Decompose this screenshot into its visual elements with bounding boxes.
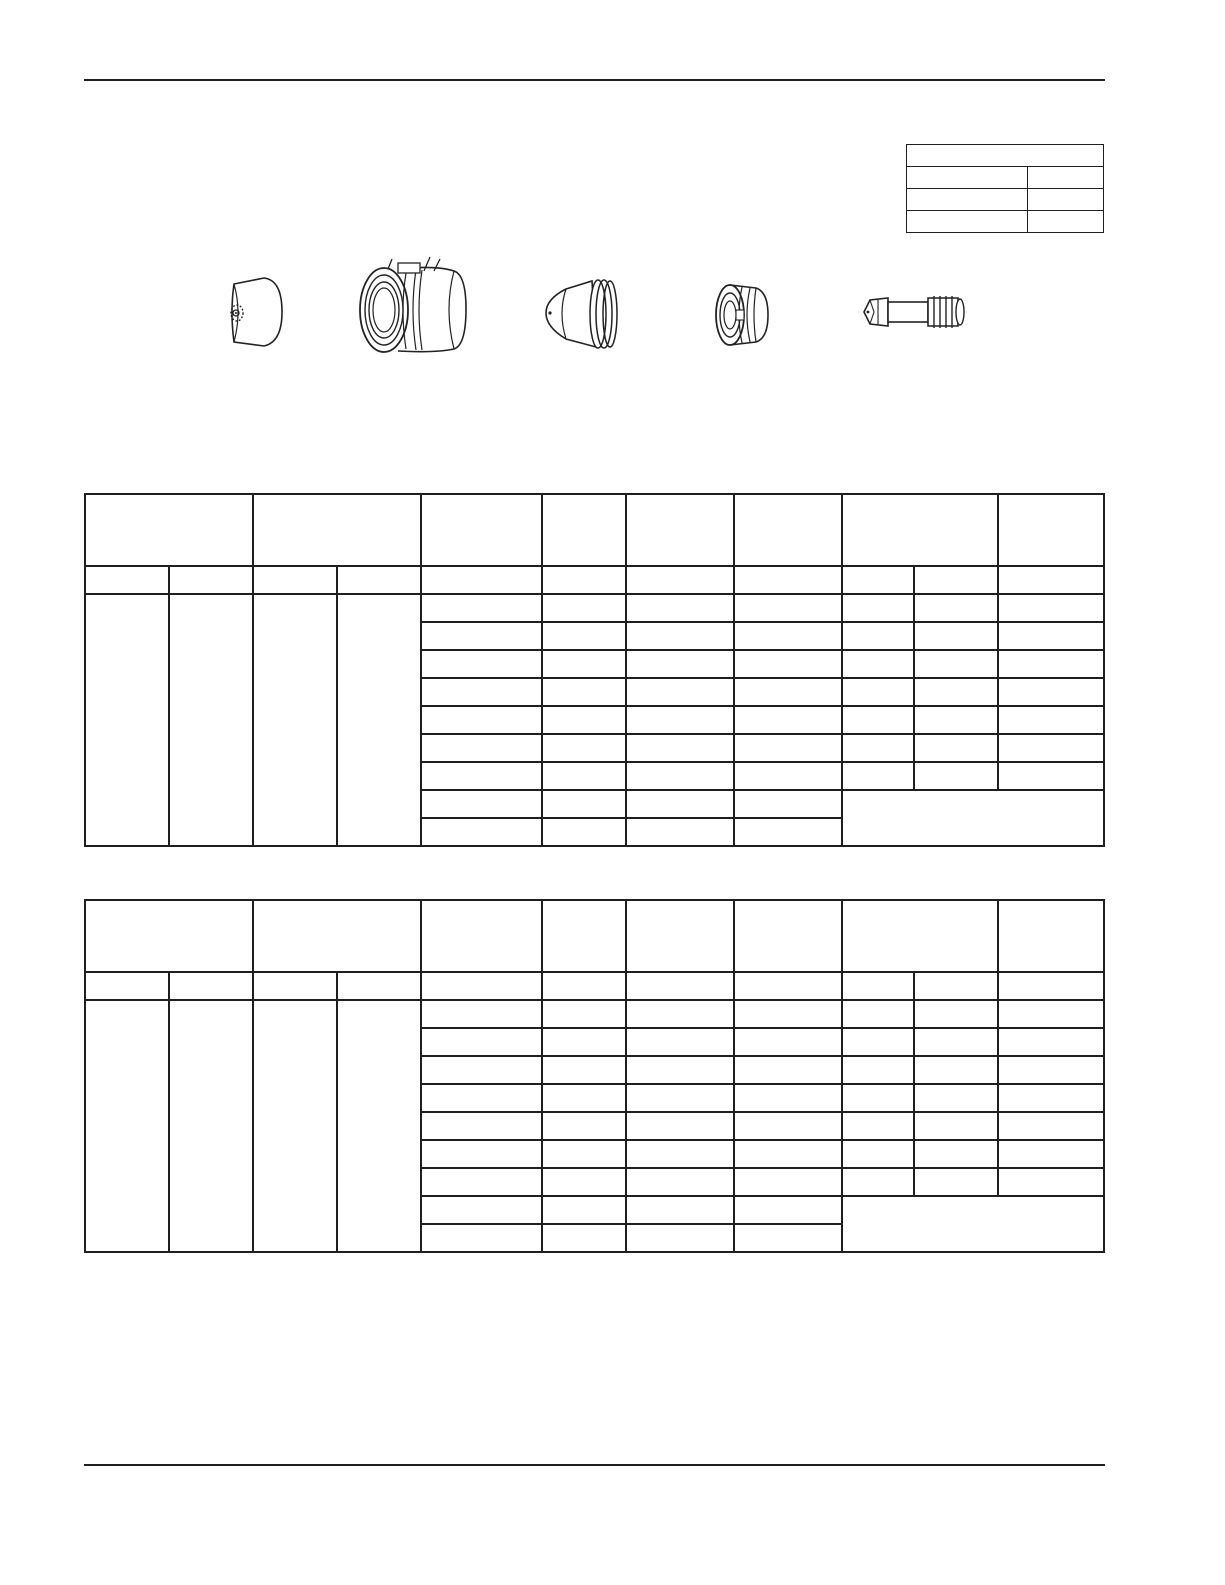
- table-column-divider: [733, 493, 735, 847]
- table-column-divider: [841, 493, 843, 847]
- table-column-divider: [420, 899, 422, 1253]
- table-column-divider: [252, 899, 254, 1253]
- legend-row-divider: [907, 188, 1103, 189]
- table-header-divider: [84, 971, 1105, 973]
- table-column-divider: [168, 565, 170, 847]
- consumables-illustration: [0, 255, 1225, 365]
- table-column-divider: [336, 565, 338, 847]
- table-border-bottom: [84, 845, 1105, 847]
- table-row-divider: [420, 1195, 1105, 1197]
- table-column-divider: [420, 493, 422, 847]
- table-row-divider: [420, 1027, 1105, 1029]
- table-column-divider: [252, 493, 254, 847]
- legend-column-divider: [1027, 166, 1028, 232]
- table-column-divider: [913, 971, 915, 1196]
- legend-table: [906, 144, 1104, 233]
- table-column-divider: [997, 899, 999, 1196]
- table-row-divider: [420, 1167, 1105, 1169]
- table-row-divider: [420, 761, 1105, 763]
- table-subheader-divider: [84, 593, 1105, 595]
- table-border-bottom: [84, 1251, 1105, 1253]
- cut-chart-table-1: [84, 493, 1105, 847]
- table-row-divider: [420, 1139, 1105, 1141]
- table-column-divider: [997, 493, 999, 790]
- shield-cap-drawing: [220, 270, 290, 355]
- table-header-divider: [84, 565, 1105, 567]
- table-column-divider: [541, 493, 543, 847]
- table-row-divider: [420, 789, 1105, 791]
- table-row-divider: [420, 1223, 842, 1225]
- table-column-divider: [625, 493, 627, 847]
- table-row-divider: [420, 1111, 1105, 1113]
- table-column-divider: [625, 899, 627, 1253]
- table-column-divider: [168, 971, 170, 1253]
- table-border-right: [1103, 899, 1105, 1253]
- table-column-divider: [336, 971, 338, 1253]
- table-border-right: [1103, 493, 1105, 847]
- table-row-divider: [420, 733, 1105, 735]
- legend-row-divider: [907, 166, 1103, 167]
- table-row-divider: [420, 705, 1105, 707]
- table-border-left: [84, 493, 86, 847]
- footer-rule: [84, 1464, 1105, 1466]
- table-column-divider: [541, 899, 543, 1253]
- table-column-divider: [913, 565, 915, 790]
- table-row-divider: [420, 621, 1105, 623]
- retaining-cap-drawing: [358, 257, 483, 357]
- legend-row-divider: [907, 210, 1103, 211]
- table-border-left: [84, 899, 86, 1253]
- table-border-top: [84, 493, 1105, 495]
- cut-chart-table-2: [84, 899, 1105, 1253]
- table-column-divider: [841, 899, 843, 1253]
- table-row-divider: [420, 649, 1105, 651]
- table-row-divider: [420, 677, 1105, 679]
- table-row-divider: [420, 817, 842, 819]
- table-border-top: [84, 899, 1105, 901]
- electrode-drawing: [862, 290, 972, 335]
- table-row-divider: [420, 1055, 1105, 1057]
- table-row-divider: [420, 1083, 1105, 1085]
- header-rule: [84, 79, 1105, 81]
- nozzle-drawing: [540, 275, 625, 355]
- table-column-divider: [733, 899, 735, 1253]
- table-subheader-divider: [84, 999, 1105, 1001]
- swirl-ring-drawing: [712, 280, 777, 350]
